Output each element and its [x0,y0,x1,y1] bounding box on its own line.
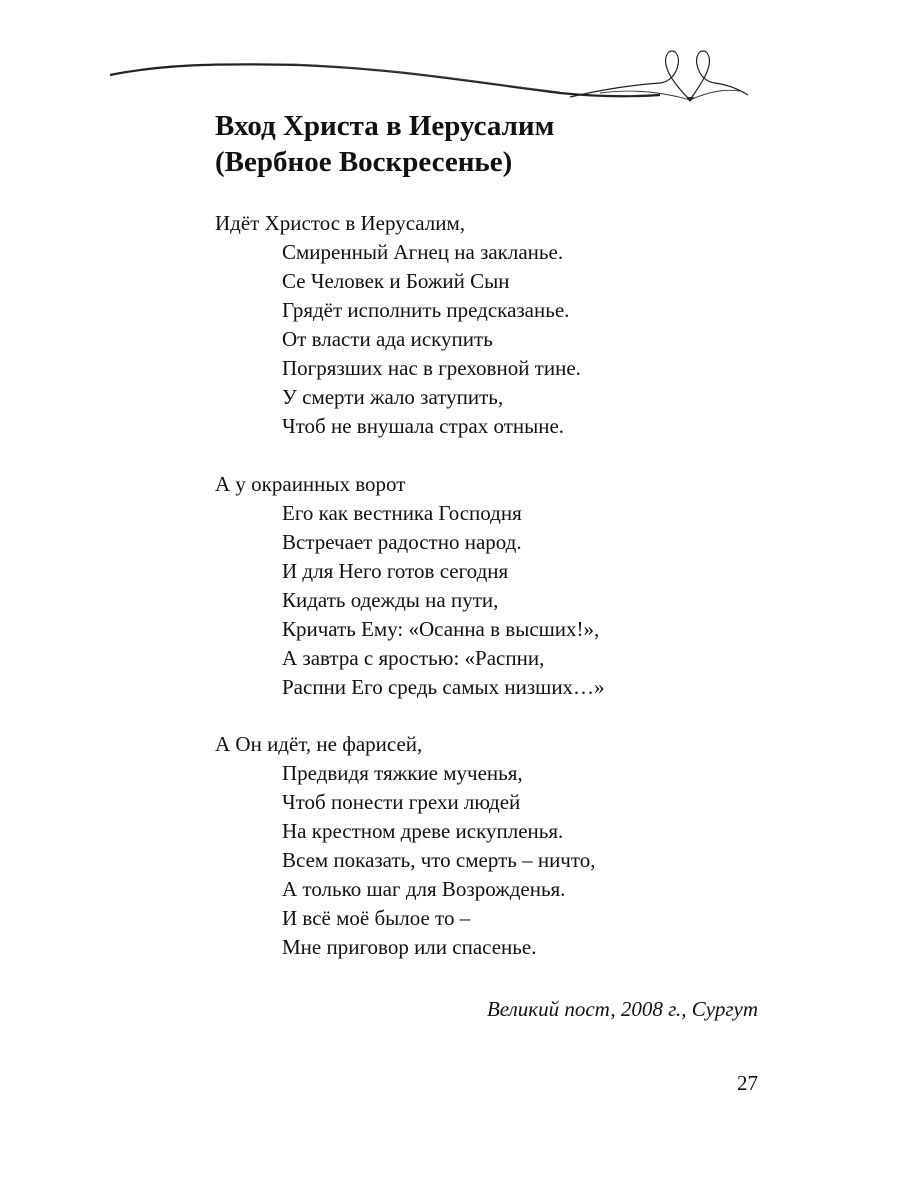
verse-line: Погрязших нас в греховной тине. [282,356,581,380]
page-number: 27 [737,1071,758,1095]
verse-line: У смерти жало затупить, [282,385,504,409]
verse-line: Кидать одежды на пути, [282,587,499,612]
verse-line: Грядёт исполнить предсказанье. [282,298,570,322]
verse-line: Идёт Христос в Иерусалим, [215,211,466,235]
verse-line: Чтоб понести грехи людей [282,790,521,814]
verse-line: А Он идёт, не фарисей, [215,732,423,756]
poem-title [215,108,554,180]
verse-line: Встречает радостно народ. [282,529,522,554]
verse-line: А только шаг для Возрожденья. [282,877,566,901]
verse-line: На крестном древе искупленья. [282,819,564,843]
poem-title-line-2: (Вербное Воскресенье) [215,146,513,178]
verse-line: А завтра с яростью: «Распни, [282,645,545,670]
verse-line: От власти ада искупить [282,327,493,351]
verse-line: И всё моё былое то – [282,906,471,930]
verse-line: Смиренный Агнец на закланье. [282,240,564,264]
poem-body [215,209,775,991]
poem-title-line-1: Вход Христа в Иерусалим [215,110,555,142]
verse-line: Се Человек и Божий Сын [282,269,510,293]
verse-line: Мне приговор или спасенье. [282,935,537,959]
verse-line: Его как вестника Господня [282,500,522,525]
verse-line: А у окраинных ворот [215,471,406,496]
flourish-divider-icon [100,45,760,110]
poem-signature: Великий пост, 2008 г., Сургут [486,997,758,1021]
verse-line: Распни Его средь самых низших…» [282,674,605,699]
verse-line: И для Него готов сегодня [282,558,509,583]
stanza [215,209,775,441]
verse-line: Всем показать, что смерть – ничто, [282,848,596,872]
verse-line: Чтоб не внушала страх отныне. [282,414,565,438]
stanza [215,470,775,702]
stanza [215,730,775,962]
verse-line: Кричать Ему: «Осанна в высших!», [282,616,600,641]
verse-line: Предвидя тяжкие мученья, [282,761,523,785]
